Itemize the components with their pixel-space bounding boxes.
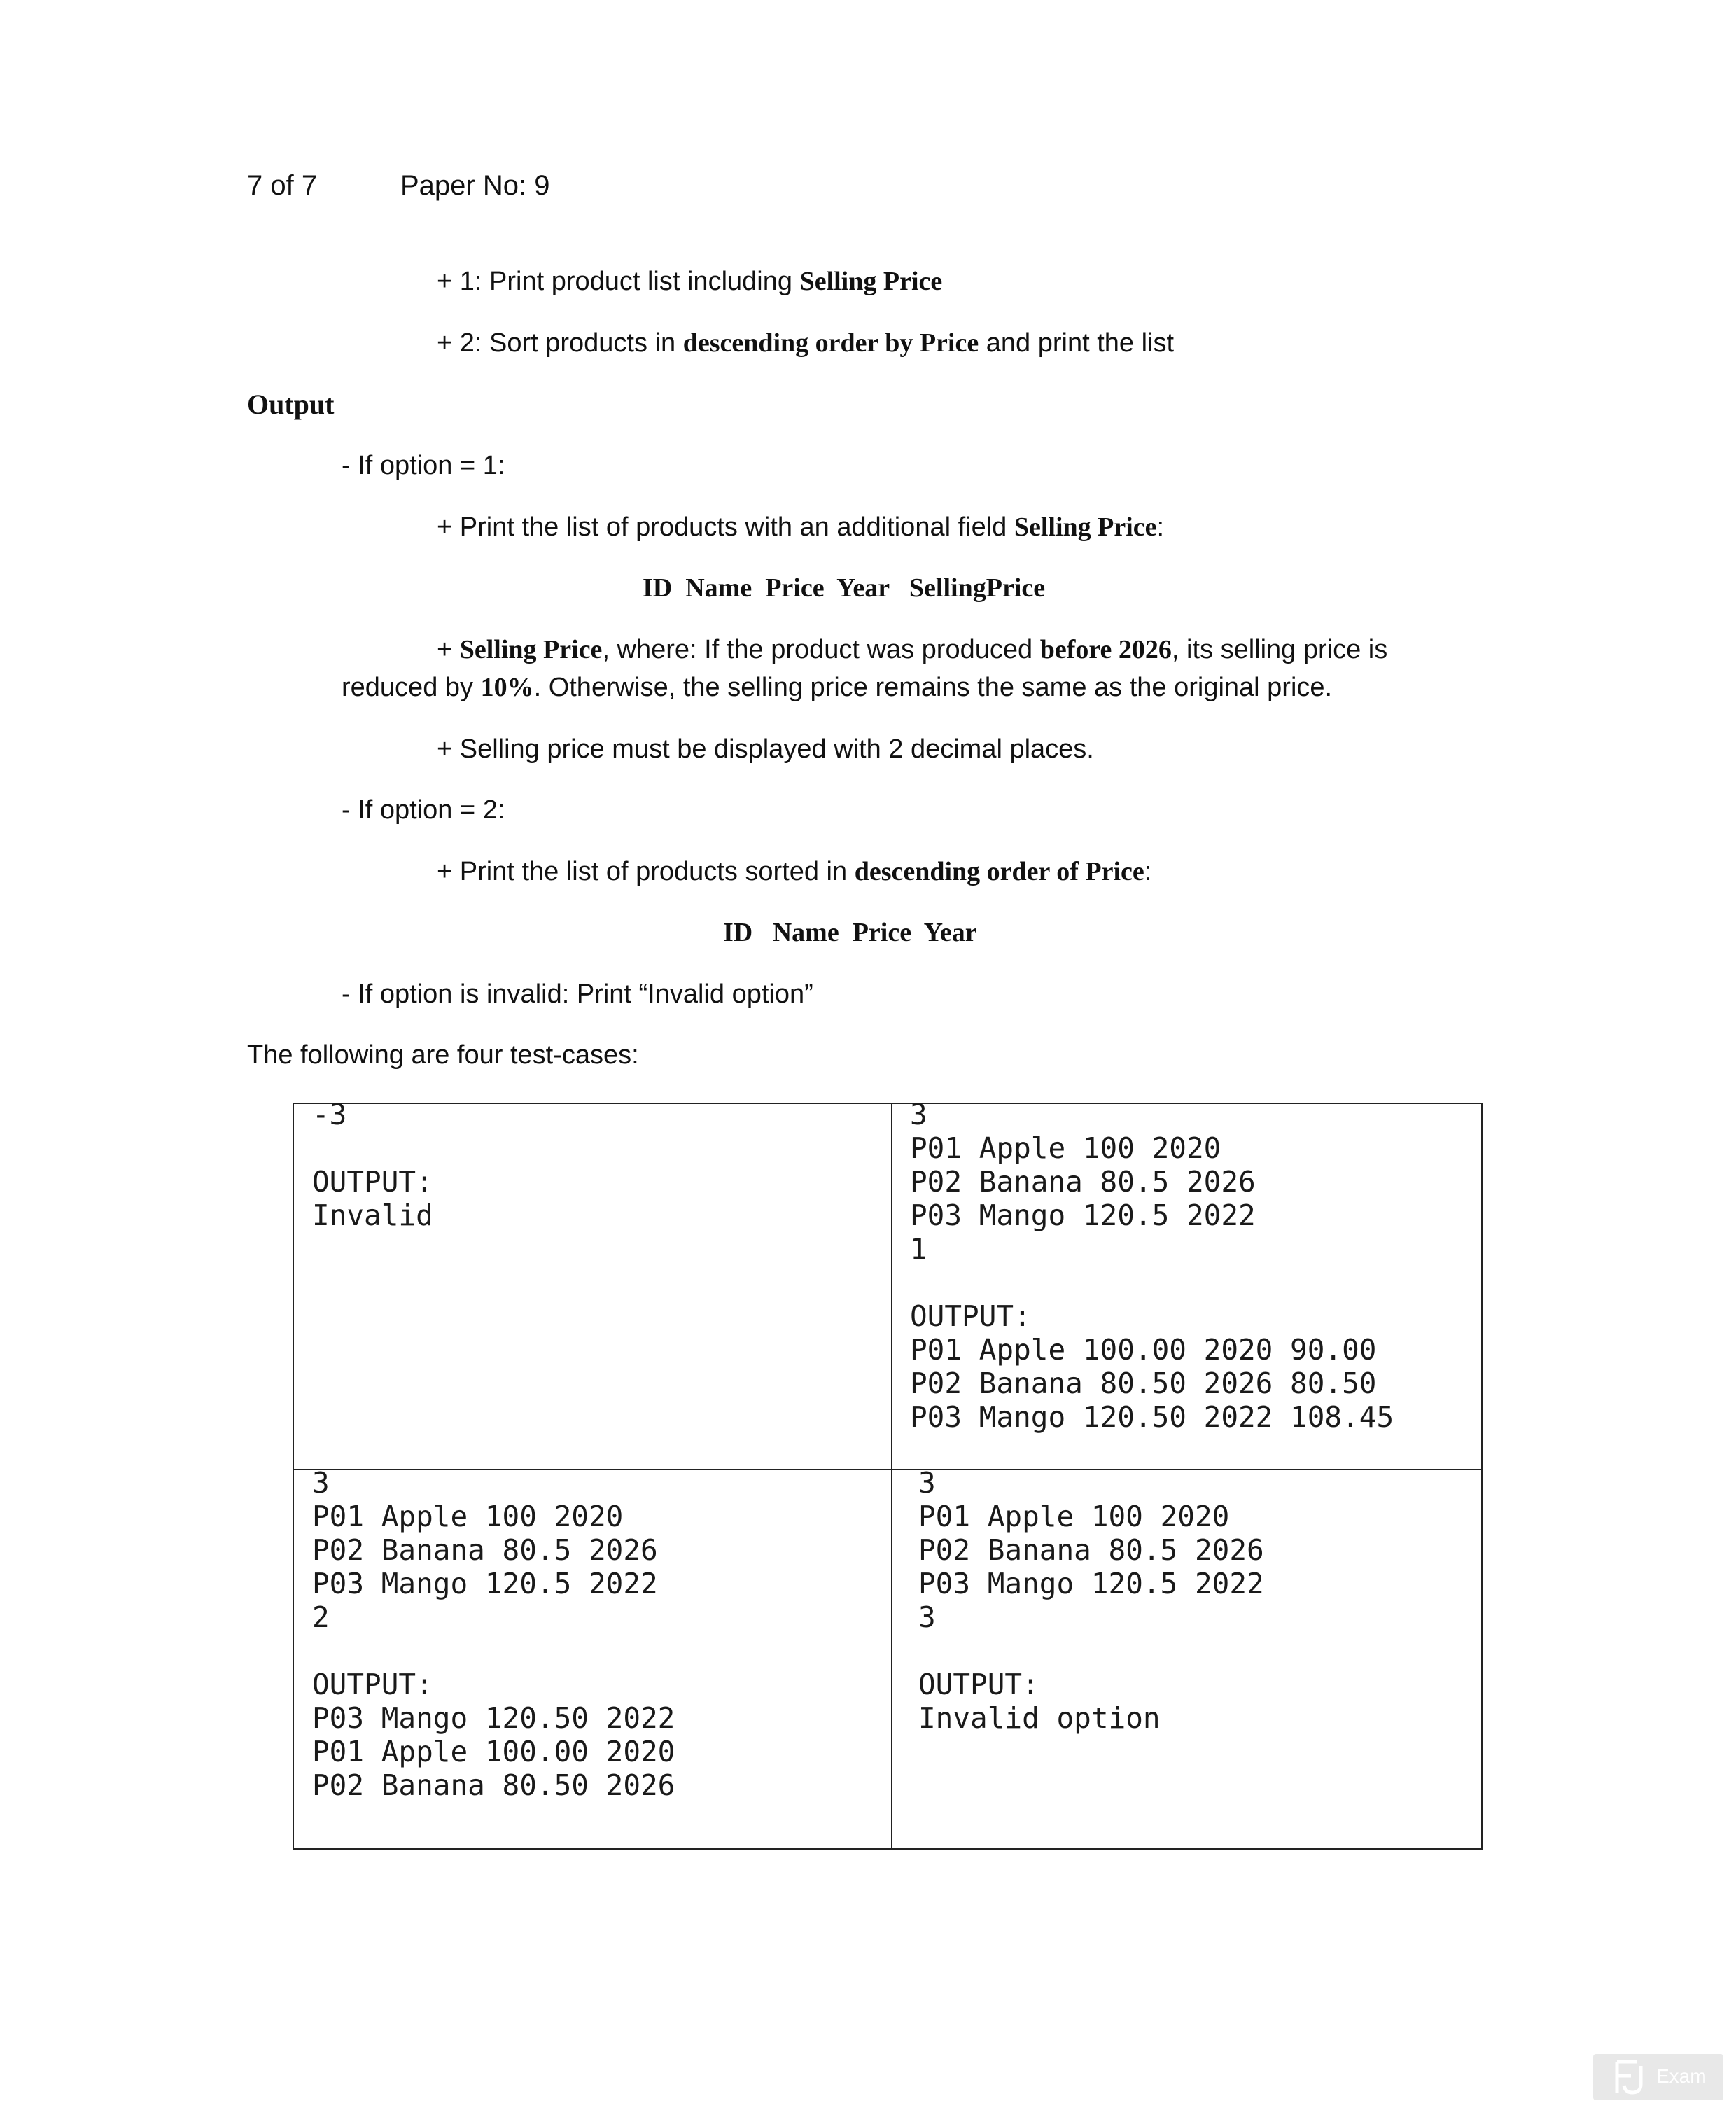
exam-logo [1593, 2054, 1723, 2100]
case-1-line-2-bold-1: Selling Price [459, 635, 603, 664]
case-1-line-2-bold-2: before 2026 [1040, 635, 1172, 664]
option-1-text: + 1: Print product list including [437, 267, 800, 296]
case-2-line-1-text: + Print the list of products sorted in [437, 857, 855, 886]
case-2-line-1-suffix: : [1144, 857, 1152, 886]
case-1-line-1-suffix: : [1156, 512, 1165, 542]
option-1-line [437, 266, 942, 297]
page-number: 7 of 7 [247, 170, 318, 201]
case-2-line-1-bold: descending order of Price [854, 857, 1144, 886]
case-1-label: - If option = 1: [342, 451, 505, 480]
case-1-line-1 [437, 512, 1164, 543]
exam-logo-icon [1610, 2056, 1652, 2098]
exam-logo-text: Exam [1656, 2065, 1707, 2087]
case-1-line-2-mid: , where: If the product was produced [602, 635, 1040, 664]
output-heading: Output [247, 389, 335, 420]
testcase-3: 3 P01 Apple 100 2020 P02 Banana 80.5 2026 P03 Mango 120.5 2022 2 OUTPUT: P03 Mango 120.50 2022 P01 Apple 100.00 2020 P02 Banana 80.50 2026 [312, 1466, 676, 1802]
option-2-bold: descending order by Price [682, 328, 979, 358]
case-2-columns: ID Name Price Year [723, 918, 977, 947]
testcases-intro: The following are four test-cases: [247, 1040, 639, 1070]
case-1-line-2-prefix: + [437, 635, 460, 664]
case-1-line-3-bold: 10% [480, 673, 534, 702]
option-2-suffix: and print the list [979, 328, 1175, 358]
paper-number: Paper No: 9 [400, 170, 550, 201]
case-1-columns: ID Name Price Year SellingPrice [643, 573, 1046, 603]
option-2-text: + 2: Sort products in [437, 328, 683, 358]
case-2-line-1 [437, 856, 1152, 887]
testcase-2: 3 P01 Apple 100 2020 P02 Banana 80.5 2026 P03 Mango 120.5 2022 1 OUTPUT: P01 Apple 100.00 2020 90.00 P02 Banana 80.50 2026 80.50 P03 Mango 120.50 2022 108.45 [910, 1098, 1394, 1434]
option-1-bold: Selling Price [799, 267, 943, 296]
case-1-line-3-suffix: . Otherwise, the selling price remains the same as the original price. [533, 673, 1333, 702]
case-1-line-2 [437, 634, 1387, 665]
case-1-line-2-suffix: , its selling price is [1171, 635, 1388, 664]
case-1-line-1-text: + Print the list of products with an additional field [437, 512, 1014, 542]
invalid-option-line: - If option is invalid: Print “Invalid option” [342, 979, 813, 1009]
case-1-line-4: + Selling price must be displayed with 2 decimal places. [437, 734, 1094, 764]
table-vertical-divider [891, 1103, 892, 1850]
option-2-line [437, 328, 1174, 358]
case-1-line-1-bold: Selling Price [1014, 512, 1157, 542]
testcase-1: -3 OUTPUT: Invalid [312, 1098, 433, 1232]
testcase-4: 3 P01 Apple 100 2020 P02 Banana 80.5 2026 P03 Mango 120.5 2022 3 OUTPUT: Invalid option [918, 1466, 1264, 1735]
case-2-label: - If option = 2: [342, 795, 505, 825]
case-1-line-3 [342, 672, 1332, 703]
case-1-line-3-prefix: reduced by [342, 673, 481, 702]
